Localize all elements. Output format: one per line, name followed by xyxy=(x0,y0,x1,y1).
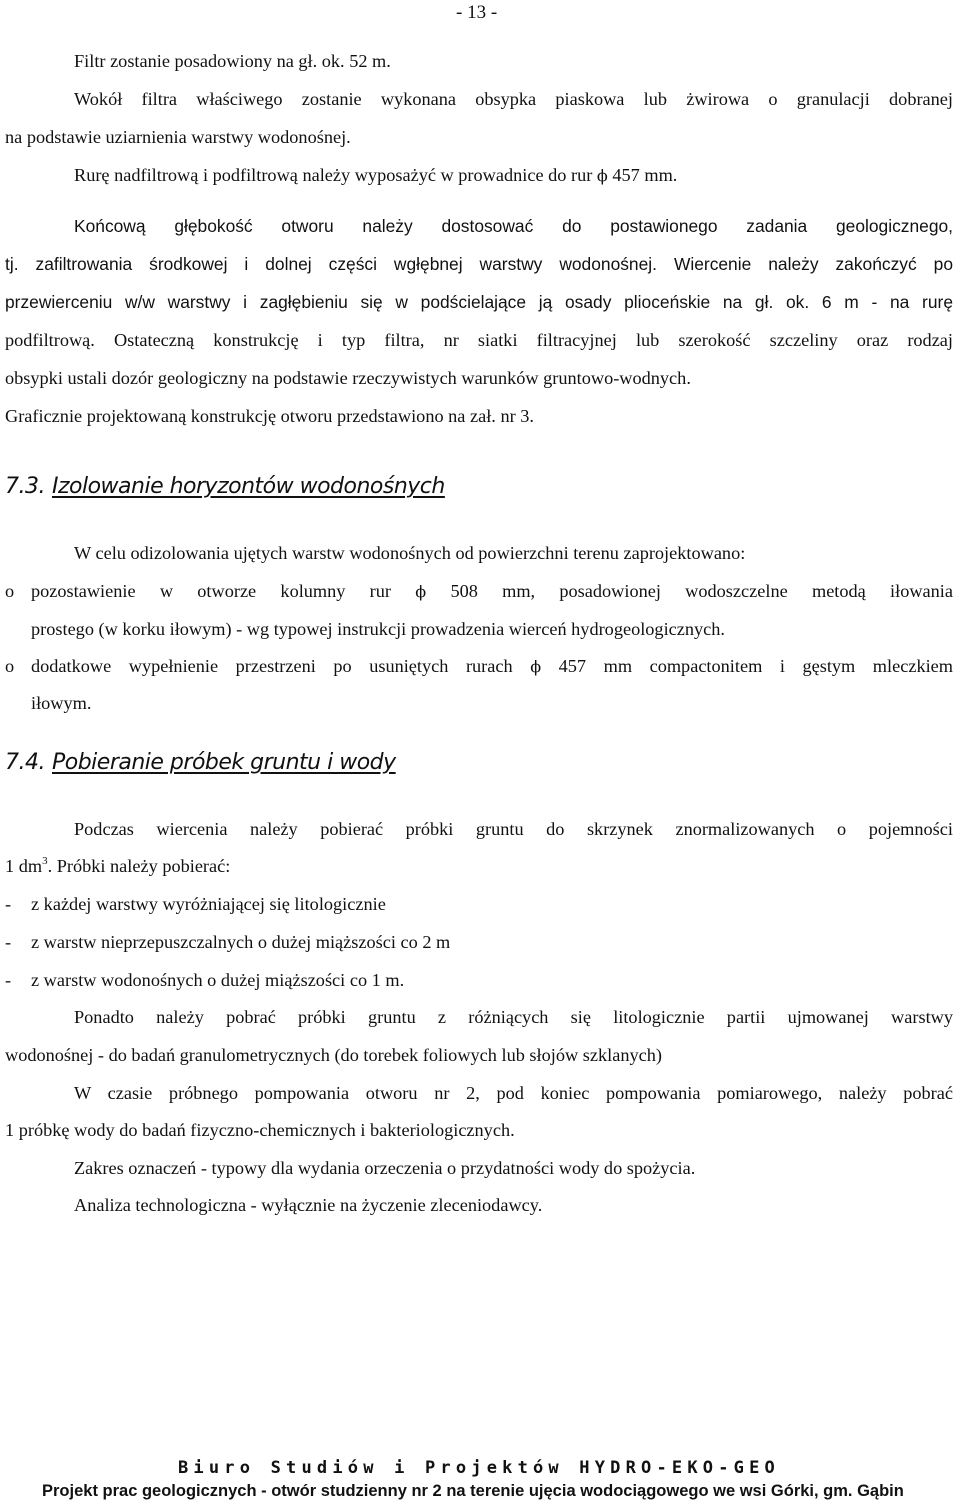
text-line: prostego (w korku iłowym) - wg typowej instrukcji prowadzenia wierceń hydrogeologicznych. xyxy=(31,619,725,639)
text-line: 1 próbkę wody do badań fizyczno-chemicznych i bakteriologicznych. xyxy=(5,1120,515,1140)
text-line: Filtr zostanie posadowiony na gł. ok. 52 m. xyxy=(74,51,391,71)
text-line: Graficznie projektowaną konstrukcję otworu przedstawiono na zał. nr 3. xyxy=(5,406,534,426)
text-line: Zakres oznaczeń - typowy dla wydania orzeczenia o przydatności wody do spożycia. xyxy=(74,1158,696,1178)
section-heading-7-3: 7.3. Izolowanie horyzontów wodonośnych xyxy=(5,474,445,499)
list-dash: - xyxy=(5,970,12,990)
phi-symbol: ϕ xyxy=(415,582,427,601)
text-line: przewierceniu w/w warstwy i zagłębieniu się w podścielające ją osady plioceńskie na gł. ok. 6 m - na rurę xyxy=(5,292,953,312)
text-line: Podczas wiercenia należy pobierać próbki gruntu do skrzynek znormalizowanych o pojemności xyxy=(74,819,953,839)
text-line: Rurę nadfiltrową i podfiltrową należy wyposażyć w prowadnice do rur ϕ 457 mm. xyxy=(74,165,678,185)
text-line: W czasie próbnego pompowania otworu nr 2, pod koniec pompowania pomiarowego, należy pobrać xyxy=(74,1083,953,1103)
list-bullet: o xyxy=(5,656,15,676)
footer-company: Biuro Studiów i Projektów HYDRO-EKO-GEO xyxy=(178,1458,780,1478)
list-dash: - xyxy=(5,932,12,952)
list-item: z warstw wodonośnych o dużej miąższości co 1 m. xyxy=(31,970,405,990)
text-line: Analiza technologiczna - wyłącznie na życzenie zleceniodawcy. xyxy=(74,1195,543,1215)
footer-project: Projekt prac geologicznych - otwór studzienny nr 2 na terenie ujęcia wodociągowego we wsi Górki, gm. Gąbin xyxy=(42,1482,904,1500)
text-line: W celu odizolowania ujętych warstw wodonośnych od powierzchni terenu zaprojektowano: xyxy=(74,543,746,563)
text-line: podfiltrową. Ostateczną konstrukcję i typ filtra, nr siatki filtracyjnej lub szerokość szczeliny oraz rodzaj xyxy=(5,330,953,350)
text-line: wodonośnej - do badań granulometrycznych (do torebek foliowych lub słojów szklanych) xyxy=(5,1045,662,1065)
list-dash: - xyxy=(5,894,12,914)
list-item: pozostawienie w otworze kolumny rur ϕ 508 mm, posadowionej wodoszczelne metodą iłowania xyxy=(31,581,953,601)
list-item: dodatkowe wypełnienie przestrzeni po usuniętych rurach ϕ 457 mm compactonitem i gęstym mleczkiem xyxy=(31,656,953,676)
text-line: Końcową głębokość otworu należy dostosować do postawionego zadania geologicznego, xyxy=(74,216,953,236)
section-heading-7-4: 7.4. Pobieranie próbek gruntu i wody xyxy=(5,750,396,775)
phi-symbol: ϕ xyxy=(596,166,608,185)
text-line: Wokół filtra właściwego zostanie wykonana obsypka piaskowa lub żwirowa o granulacji dobranej xyxy=(74,89,953,109)
list-bullet: o xyxy=(5,581,15,601)
text-line: na podstawie uziarnienia warstwy wodonośnej. xyxy=(5,127,351,147)
phi-symbol: ϕ xyxy=(530,657,542,676)
text-line: tj. zafiltrowania środkowej i dolnej części wgłębnej warstwy wodonośnej. Wiercenie należy zakończyć po xyxy=(5,254,953,274)
page-number: - 13 - xyxy=(456,2,498,23)
list-item: z warstw nieprzepuszczalnych o dużej miąższości co 2 m xyxy=(31,932,451,952)
list-item: z każdej warstwy wyróżniającej się litologicznie xyxy=(31,894,386,914)
text-line: obsypki ustali dozór geologiczny na podstawie rzeczywistych warunków gruntowo-wodnych. xyxy=(5,368,691,388)
text-line: 1 $dm^3$. Próbki należy pobierać: xyxy=(5,855,231,876)
text-line: iłowym. xyxy=(31,693,92,713)
text-line: Ponadto należy pobrać próbki gruntu z różniących się litologicznie partii ujmowanej warstwy xyxy=(74,1007,953,1027)
